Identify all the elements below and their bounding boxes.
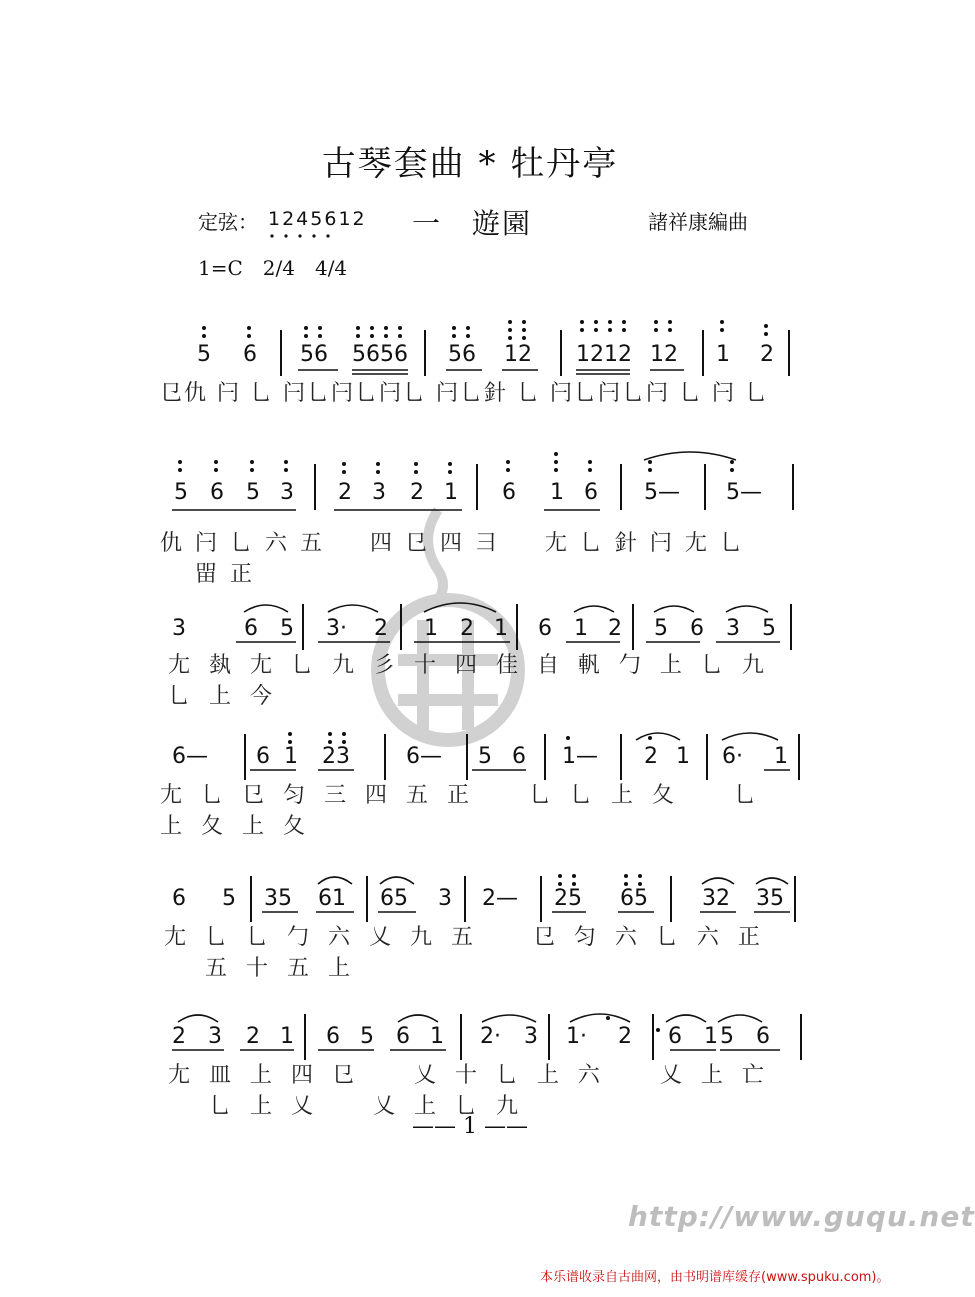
page-title: 古琴套曲 * 牡丹亭 [321,144,619,184]
note: 6· [722,744,743,769]
note: 2 [460,616,474,641]
note: 1 [716,342,730,367]
note: 2 [618,1024,632,1049]
note: 5 [222,886,236,911]
note: 6 [210,480,224,505]
note: 1 [430,1024,444,1049]
note: 12 [650,342,678,367]
note: 2 [246,1024,260,1049]
note: 2· [480,1024,501,1049]
site-watermark: http://www.guqu.net [628,1200,975,1233]
tuning-notes: 1245612 [268,208,367,230]
footer-note: 本乐谱收录自古曲网，由书明谱库缓存(www.spuku.com)。 [540,1270,890,1285]
note: 6 [326,1024,340,1049]
note: 6 [756,1024,770,1049]
note: 3· [326,616,347,641]
note: 3 [372,480,386,505]
note: 2 [608,616,622,641]
tablature-row: 尢 乚 㔾 匀 三 四 五 正 乚 乚 上 夂 乚 上 夂 上 夂 [160,783,762,839]
section-title: 一 遊園 [412,207,533,240]
note: 6 [668,1024,682,1049]
note: 6 [502,480,516,505]
note: 2— [482,886,518,911]
note: 6 [256,744,270,769]
note-marks [190,322,790,382]
tuning-label: 定弦： [198,210,258,234]
note: 6 [396,1024,410,1049]
note: 61 [318,886,346,911]
note: 6 [243,342,257,367]
note: 35 [756,886,784,911]
note: 5— [726,480,762,505]
note: 1 [494,616,508,641]
note: 6 [512,744,526,769]
tablature-row: 尢 乚 乚 勹 六 乂 九 五 㔾 匀 六 乚 六 正 五 十 五 上 [164,925,766,981]
note: 1 [704,1024,718,1049]
note: 6 [690,616,704,641]
note: 2 [410,480,424,505]
note: 32 [702,886,730,911]
note: 3 [726,616,740,641]
note: 6 [244,616,258,641]
note: 1 [284,744,298,769]
note: 5 [174,480,188,505]
note: 23 [322,744,350,769]
note: 5 [197,342,211,367]
note: 3 [524,1024,538,1049]
note: 1 [676,744,690,769]
note: 3 [208,1024,222,1049]
note: 56 [300,342,328,367]
note: 2 [644,744,658,769]
note: 6 [584,480,598,505]
note: 25 [554,886,582,911]
tablature-row: 仇 闩 乚 六 五 四 㔾 四 彐 尢 乚 針 闩 尢 乚 㽞 正 [160,531,745,587]
note: 5 [478,744,492,769]
tablature-row: 尢 皿 上 四 㔾 乂 十 乚 上 六 乂 上 亡 乚 上 乂 乂 上 乚 九 [168,1063,770,1119]
note: 5 [762,616,776,641]
note: 5 [720,1024,734,1049]
tablature-row: 㔾仇 闩 乚 闩乚闩乚闩乚 闩乚針 乚 闩乚闩乚闩 乚 闩 乚 [160,381,769,406]
note: 3 [438,886,452,911]
note: 56 [448,342,476,367]
note: 5656 [352,342,408,367]
note: 2 [374,616,388,641]
tablature-row: 尢 埶 尢 乚 九 彡 十 四 佳 自 軓 勹 上 乚 九 乚 上 今 [168,653,770,709]
note: 6 [538,616,552,641]
page-number: —— 1 —— [412,1114,528,1139]
note: 2 [172,1024,186,1049]
note: 1· [566,1024,587,1049]
note: 6— [406,744,442,769]
note: 6 [172,886,186,911]
note: 65 [380,886,408,911]
arranger-credit: 諸祥康編曲 [648,210,748,234]
note-marks [170,596,810,656]
note: 1 [280,1024,294,1049]
note: 6— [172,744,208,769]
note-marks [170,450,810,520]
tuning-dots [268,232,368,240]
note: 2 [338,480,352,505]
note: 1 [574,616,588,641]
note: 35 [264,886,292,911]
note: 1 [444,480,458,505]
note: 12 [504,342,532,367]
note: 5 [654,616,668,641]
note: 1 [550,480,564,505]
note: 5 [280,616,294,641]
note: 5 [360,1024,374,1049]
key-signature: 1=C 2/4 4/4 [198,256,348,280]
note: 1 [424,616,438,641]
note: 1 [774,744,788,769]
note: 1212 [576,342,632,367]
note: 65 [620,886,648,911]
note: 3 [172,616,186,641]
note: 1— [562,744,598,769]
note: 5— [644,480,680,505]
note: 3 [280,480,294,505]
note: 5 [246,480,260,505]
note: 2 [760,342,774,367]
